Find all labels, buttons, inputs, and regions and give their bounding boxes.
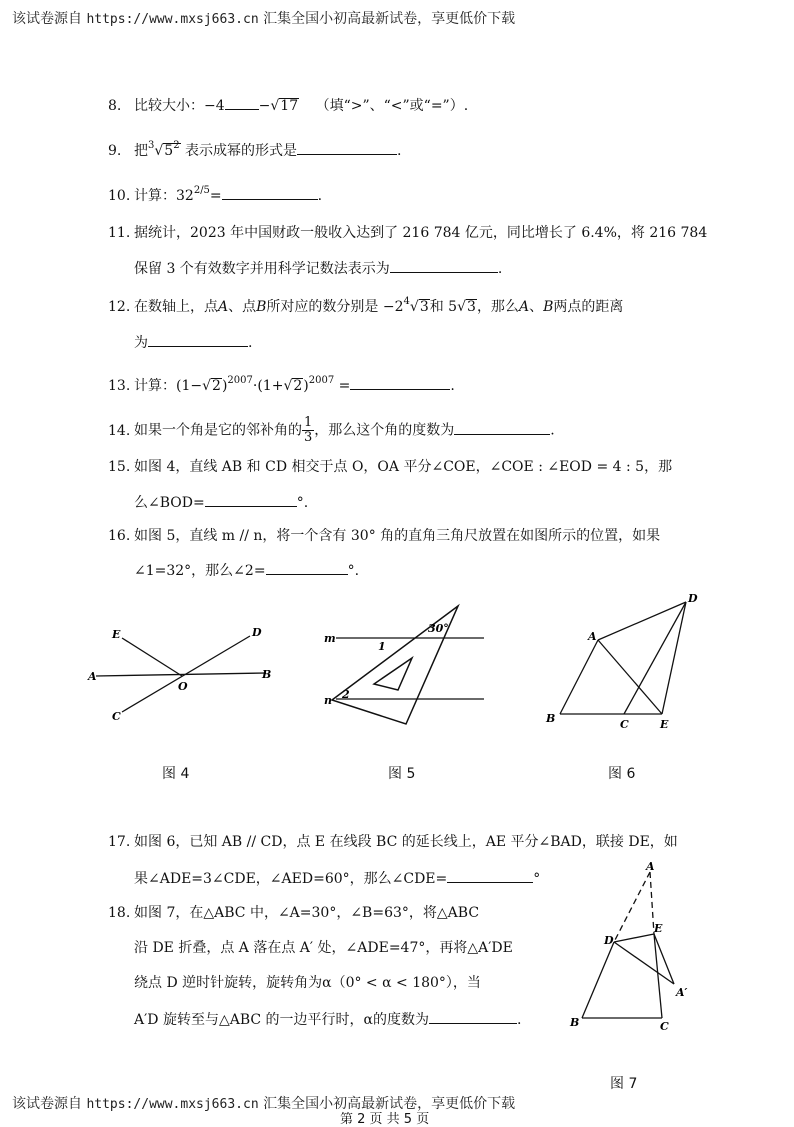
banner-text: 汇集全国小初高最新试卷，享更低价下载 [263,1096,516,1112]
label-a: A [588,630,597,643]
question-15 [108,458,672,476]
set-square-inner [374,658,412,690]
answer-blank[interactable] [225,95,259,110]
question-text: °. [347,563,360,579]
question-number: 13. [108,378,131,394]
label-o: O [178,680,188,693]
exponent: 2 [173,140,180,151]
question-18-line2 [134,939,513,957]
label-e: E [112,628,121,641]
dashed-ad [614,872,650,942]
question-text: . [497,261,503,277]
segment-ad [598,602,686,640]
question-text: ·(1+ [252,378,284,394]
root-index: 4 [403,296,410,307]
label-e: E [654,922,663,935]
figure-6-caption: 图 6 [608,766,636,782]
question-number: 11. [108,225,131,241]
source-banner-bottom [12,1093,515,1113]
label-angle-2: 2 [342,688,350,701]
question-text: 如图 6，已知 AB // CD，点 E 在线段 BC 的延长线上，AE 平分∠BAD，联接 DE，如 [134,834,678,850]
figure-4-caption: 图 4 [162,766,190,782]
question-number: 16. [108,528,131,544]
question-16-line2 [134,560,359,580]
ray-oe [122,638,182,676]
answer-blank[interactable] [350,375,450,390]
label-b: B [262,668,272,681]
figure-6 [540,590,710,735]
question-text: 保留 3 个有效数字并用科学记数法表示为 [134,261,390,277]
banner-url[interactable]: https://www.mxsj663.cn [86,1097,259,1112]
question-text: ) [221,378,228,394]
answer-blank[interactable] [390,258,498,273]
question-18 [108,904,479,922]
label-d: D [252,626,262,639]
figure-5-caption: 图 5 [388,766,416,782]
banner-text: 汇集全国小初高最新试卷，享更低价下载 [263,11,516,27]
question-17-line2 [134,868,540,888]
question-11 [108,224,707,242]
answer-blank[interactable] [447,868,533,883]
question-number: 17. [108,834,131,850]
segment-de [614,934,654,942]
point-label: A [218,299,229,315]
question-15-line2 [134,492,308,512]
question-17 [108,833,678,851]
question-text: 如果一个角是它的邻补角的 [134,422,302,439]
question-12-line2 [134,332,252,352]
radicand: 2 [212,378,221,394]
label-angle-1: 1 [378,640,386,653]
question-text: . [450,378,455,394]
question-text: 表示成幂的形式是 [185,143,298,159]
question-12: 12. 在数轴上，点A、点B所对应的数分别是 $-2^4√3$和 5√3，那么A、B两点的距离 [108,296,624,315]
question-13: 13. 计算：$(1-√2)^{2007}\cdot(1+√2)^{2007}$ = . [108,375,455,394]
figure-4 [86,622,276,732]
label-b: B [570,1016,580,1029]
figure-5 [318,600,493,730]
point-label: B [543,299,554,315]
answer-blank[interactable] [297,140,397,155]
banner-url[interactable]: https://www.mxsj663.cn [86,12,259,27]
question-text: . [397,143,402,159]
question-text: A′D 旋转至与△ABC 的一边平行时，α的度数为 [134,1012,430,1028]
label-d: D [604,934,614,947]
label-d: D [688,592,698,605]
question-text: . [248,335,253,351]
question-text: 比较大小：−4 [134,98,225,114]
radicand: 5 [164,143,174,159]
question-number: 8. [108,98,122,114]
label-a: A [88,670,97,683]
question-10 [108,185,322,207]
answer-blank[interactable] [266,560,348,575]
fraction [302,416,314,445]
question-text: 如图 5，直线 m // n，将一个含有 30° 角的直角三角尺放置在如图所示的位置，如果 [134,528,661,544]
segment-db [582,942,614,1018]
exponent: 2/5 [193,185,210,196]
question-text: 计算：32 [134,188,194,204]
answer-blank[interactable] [454,420,550,435]
question-16 [108,527,660,545]
question-text: 沿 DE 折叠，点 A 落在点 A′ 处，∠ADE=47°，再将△A′DE [134,940,513,956]
question-11-line2 [134,258,502,278]
label-b: B [546,712,556,725]
label-c: C [660,1020,669,1033]
question-text: 、点 [228,299,257,315]
label-30-deg: 30° [428,622,449,635]
label-m: m [324,632,336,645]
question-text: ，那么这个角的度数为 [314,422,455,439]
segment-ab [560,640,598,714]
question-text: 为 [134,335,148,351]
label-c: C [620,718,629,731]
banner-text: 该试卷源自 [12,1096,82,1112]
question-text: 把 [134,143,148,159]
question-text: ) [303,378,309,394]
question-text: ° [533,871,541,887]
figure-7-caption: 图 7 [610,1076,638,1092]
question-number: 9. [108,143,122,159]
question-text: 果∠ADE=3∠CDE，∠AED=60°，那么∠CDE= [134,871,448,887]
banner-text: 该试卷源自 [12,11,82,27]
question-text: = [338,378,351,394]
question-text: 么∠BOD= [134,495,205,511]
question-text: 绕点 D 逆时针旋转，旋转角为α（0° < α < 180°），当 [134,975,481,991]
question-number: 18. [108,905,131,921]
segment-de [662,602,686,714]
question-text: （填“>”、“<”或“=”）. [315,98,469,114]
answer-blank[interactable] [205,492,297,507]
radicand: 3 [467,299,476,315]
numerator: 1 [304,415,313,430]
question-text: 如图 4，直线 AB 和 CD 相交于点 O，OA 平分∠COE，∠COE : ∠EOD = 4 : 5，那 [134,459,673,475]
denominator: 3 [304,430,313,445]
question-text: − [258,98,271,114]
question-text: 和 5 [429,299,458,315]
question-8: 8. 比较大小：−4 −√17 （填“>”、“<”或“=”）. [108,95,468,115]
label-e: E [660,718,669,731]
question-18-line3 [134,974,481,992]
exponent: 2007 [308,375,335,386]
question-text: ，那么 [476,299,519,315]
answer-blank[interactable] [222,185,318,200]
question-text: 在数轴上，点 [134,299,218,315]
source-banner-top [12,8,515,28]
question-text: . [317,188,323,204]
question-14 [108,416,555,445]
radicand: 2 [293,378,303,394]
root-index: 3 [148,140,155,151]
radicand: 3 [419,299,429,315]
question-number: 14. [108,422,131,439]
radicand: 17 [280,98,299,114]
question-18-line4 [134,1009,521,1029]
question-text: 所对应的数分别是 −2 [266,299,404,315]
question-text: 如图 7，在△ABC 中，∠A=30°，∠B=63°，将△ABC [134,905,480,921]
question-text: ∠1=32°，那么∠2= [134,563,266,579]
point-label: B [256,299,267,315]
page-number: 第 2 页 共 5 页 [340,1112,430,1127]
question-text: 据统计，2023 年中国财政一般收入达到了 216 784 亿元，同比增长了 6.4%，将 216 784 [134,225,708,241]
question-text: °. [296,495,309,511]
figure-7 [566,858,696,1038]
segment-cd [624,602,686,714]
question-text: . [517,1012,522,1028]
point-label: A [518,299,530,315]
answer-blank[interactable] [148,332,248,347]
exponent: 2007 [227,375,253,386]
question-number: 10. [108,188,131,204]
label-a-prime: A′ [676,986,688,999]
segment-ec [654,934,662,1018]
label-n: n [324,694,332,707]
question-9: 9. 把$^3√5^2$ 表示成幂的形式是 . [108,140,402,159]
question-number: 12. [108,299,131,315]
label-c: C [112,710,121,723]
question-number: 15. [108,459,131,475]
question-text: 计算：(1− [134,378,203,394]
question-text: . [550,422,555,439]
question-text: = [209,188,222,204]
question-text: 两点的距离 [553,299,624,315]
answer-blank[interactable] [429,1009,517,1024]
label-a: A [646,860,655,873]
